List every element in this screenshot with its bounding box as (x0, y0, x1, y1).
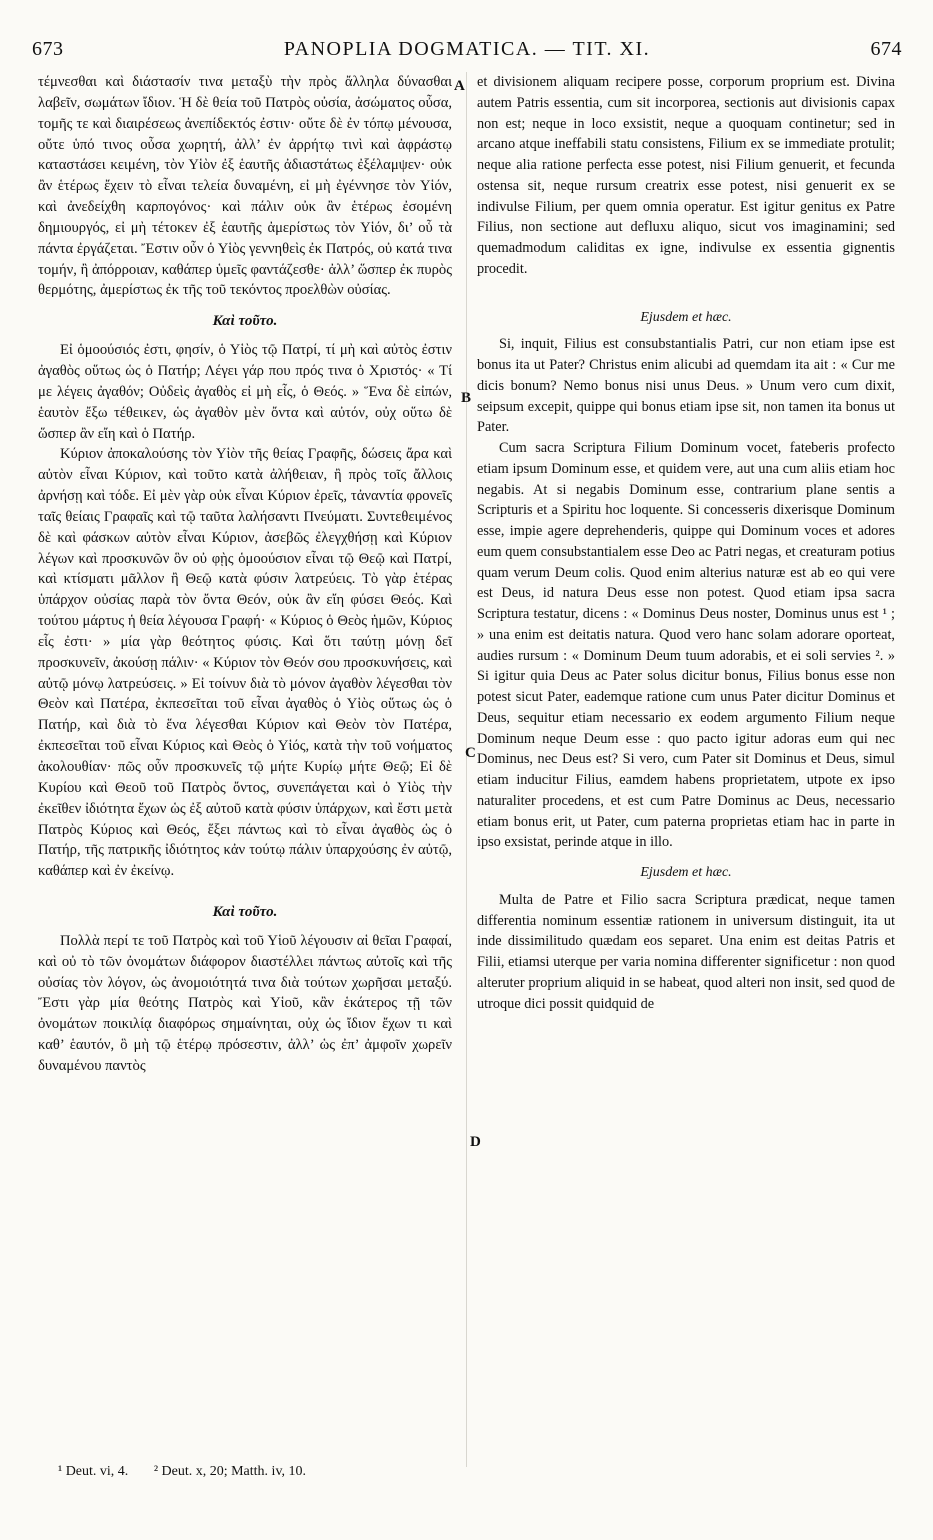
column-divider (466, 72, 467, 1467)
margin-marker-d: D (470, 1134, 481, 1150)
footnote-1: ¹ Deut. vi, 4. (58, 1464, 129, 1479)
margin-marker-a: A (454, 78, 465, 94)
greek-paragraph-1: τέμνεσθαι καὶ διάστασίν τινα μεταξὺ τὴν πρὸς ἄλληλα δύνασθαι λαβεῖν, σωμάτων ἴδιον. Ἡ δὲ θεία τοῦ Πατρὸς οὐσία, ἀσώματος οὖσα, τομῆς τε καὶ διαιρέσεως ἀνεπίδεκτός ἐστιν· οὔτε δὲ ἐν τόπῳ μένουσα, οὔτε ὑπό τινος οὖσα χωρητή, ἀλλ’ ἐν ἀρρήτῳ τινὶ καὶ ἀφράστῳ καταστάσει κειμένη, τὸν Υἱὸν ἐξ ἑαυτῆς ἀδιαστάτως ἐξέλαμψεν· οὐκ ἂν ἑτέρως ἔχειν τὸ εἶναι τελεία δυναμένη, εἰ μὴ ἐγέννησε τὸν Υἱόν, καὶ ἀνεδείχθη καρπογόνος· καὶ πάλιν οὐκ ἂν ἑτέρως ἐσομένη δημιουργός, εἰ μὴ τέτοκεν ἐξ ἑαυτῆς ἀμερίστως τὸν Υἱόν, δι’ οὗ τὰ πάντα ἐργάζεται. Ἔστιν οὖν ὁ Υἱὸς γεννηθεὶς ἐκ Πατρός, οὐ κατά τινα τομήν, ἢ ἀπόρροιαν, καθάπερ ὑμεῖς φαντάζεσθε· ἀλλ’ ὥσπερ ἐκ πυρὸς θερμότης, ἀμερίστως ἐκ τῆς τοῦ τεκόντος προελθὼν οὐσίας. (38, 74, 452, 299)
page-number-left: 673 (32, 38, 64, 60)
greek-section-heading-2: Καὶ τοῦτο. (212, 904, 278, 921)
latin-paragraph-3: Cum sacra Scriptura Filium Dominum vocet, fateberis profecto etiam ipsum Dominum esse, et quidem vere, aut una cum aliis etiam hoc negabis. At si negabis Dominum esse, contrarium plane sentis a Scripturis et a Spiritu hoc loquente. Si concesseris dixerisque Dominum esse, impie agere deprehenderis, quippe qui Dominum voces et adores eum quem consubstantialem esse Deo ac Patri negas, et creaturam potius quam verum Deum colis. Quod enim alterius naturæ est ab eo qui vere est Deus, id natura Deus esse non potest. Quod etiam ipsa sacra Scriptura testatur, dicens : « Dominus Deus noster, Dominus unus est ¹ ; » una enim est deitatis natura. Quod vero hanc solam adorare oporteat, audies rursum : « Dominum Deum tuum adorabis, et ei soli servies ². » Si igitur quia Deus ac Pater solus dicitur bonus, Filius bonus esse non potest sicut Pater, eademque ratione cum unus Pater dicitur Dominus et Deus, sequitur etiam necessario ex eodem argumento Filium neque Dominum neque Deum esse : quo pacto igitur adoras eum qui nec Dominus, nec Deus est? Si vero, cum Pater sit Dominus et Deus, simul etiam inducitur Filius, eamdem habens proprietatem, utpote ex ipso naturaliter procedens, et est cum Patre Dominus ac Deus, necessario etiam bonus erit, ut Pater, cum paterna proprietas etiam hac in parte in ipso exsistat, perinde atque in illo. (477, 440, 895, 851)
latin-paragraph-1: et divisionem aliquam recipere posse, corporum proprium est. Divina autem Patris essentia, cum sit incorporea, sectionis aut divisionis capax non est; neque in loco exsistit, neque a quoquam continetur; sed in arcano atque ineffabili statu consistens, Filium ex se immediate protulit; neque alia ratione perfecta esse potest, nisi Filium genuerit, et fecunda ostensa sit, neque rursum creatrix esse potest, nisi genuerit ex se indivulse Filium, per quem omnia operatur. Est igitur genitus ex Patre Filius, non sectione aut defluxu aliquo, sicut vos imaginamini; sed quemadmodum caliditas ex igne, indivulse ex essentia gignentis procedit. (477, 74, 895, 277)
page-number-right: 674 (870, 38, 902, 60)
latin-column (477, 72, 895, 1014)
greek-paragraph-3: Κύριον ἀποκαλούσης τὸν Υἱὸν τῆς θείας Γραφῆς, δώσεις ἄρα καὶ αὐτὸν εἶναι Κύριον, καὶ τοῦτο κατὰ ἀλήθειαν, ἢ πρὸς τοῖς ἄλλοις ἀρνήσῃ καὶ τόδε. Εἰ μὲν γὰρ οὐκ εἶναι Κύριον ἐρεῖς, τἀναντία φρονεῖς ταῖς θείαις Γραφαῖς καὶ τῷ ταῦτα λαλήσαντι Πνεύματι. Συντεθειμένος δὲ καὶ φάσκων αὐτὸν εἶναι Κύριον, ἀσεβῶς ἐλεγχθήσῃ καὶ Κύριον λέγων καὶ προσκυνῶν ὃν οὐ φῂς ὁμοούσιον εἶναι τῷ Θεῷ καὶ Πατρί, καὶ κτίσματι μᾶλλον ἢ Θεῷ κατὰ φύσιν λατρεύεις. Τὸ γὰρ ἑτέρας ὑπάρχον οὐσίας παρὰ τὸν ὄντα Θεόν, οὐκ ἂν εἴη φύσει Θεός. Καὶ τούτου μάρτυς ἡ θεία λέγουσα Γραφή· « Κύριος ὁ Θεὸς ἡμῶν, Κύριος εἷς ἐστι· » μία γὰρ θεότητος φύσις. Καὶ ὅτι ταύτῃ μόνῃ δεῖ προσκυνεῖν, ἀκούσῃ πάλιν· « Κύριον τὸν Θεόν σου προσκυνήσεις, καὶ αὐτῷ μόνῳ λατρεύσεις. » Εἰ τοίνυν διὰ τὸ μόνον ἀγαθὸν λέγεσθαι τὸν Θεὸν καὶ Πατέρα, ἐκπεσεῖται τοῦ εἶναι ἀγαθὸς ὁ Υἱὸς οὕτως ὡς ὁ Πατήρ, καὶ διὰ τὸ ἕνα λέγεσθαι Κύριον καὶ Θεὸν τὸν Πατέρα, ἐκπεσεῖται τοῦ εἶναι Κύριος καὶ Θεὸς ὁ Υἱός, κατὰ τὴν τοῦ νοήματος ἀκολουθίαν· πῶς οὖν προσκυνεῖς τῷ μήτε Κυρίῳ μήτε Θεῷ; Εἰ δὲ Κυρίου καὶ Θεοῦ τοῦ Πατρὸς ὄντος, συνεπάγεται καὶ ὁ Υἱὸς τὴν ἐκεῖθεν ἰδιότητα ἔχων ὡς ἐξ αὐτοῦ κατὰ φύσιν ὑπάρχων, καὶ ἔστι μετὰ Πατρὸς Κύριος καὶ Θεός, ἕξει πάντως καὶ τὸ εἶναι ἀγαθὸς ὡς ὁ Πατήρ, τῆς πατρικῆς ἰδιότητος κἀν τούτῳ πάλιν ὑπαρχούσης ἐν αὐτῷ, καθάπερ καὶ ἐν ἐκείνῳ. (38, 446, 452, 880)
running-title: PANOPLIA DOGMATICA. — TIT. XI. (283, 38, 651, 60)
page-header (32, 38, 902, 66)
latin-section-heading-1: Ejusdem et hæc. (640, 309, 732, 325)
greek-paragraph-2: Εἰ ὁμοούσιός ἐστι, φησίν, ὁ Υἱὸς τῷ Πατρί, τί μὴ καὶ αὐτὸς ἐστιν ἀγαθὸς οὕτως ὡς ὁ Πατήρ; Λέγει γάρ που πρός τινα ὁ Χριστός· « Τί με λέγεις ἀγαθόν; Οὐδεὶς ἀγαθὸς εἰ μὴ εἷς, ὁ Θεός. » Ἕνα δὲ εἰπών, ἑαυτὸν ἔξω τέθεικεν, ὡς ἀγαθὸν μὲν ὄντα καὶ αὐτόν, οὐχ οὕτω δὲ ὥσπερ ἂν εἴη καὶ ὁ Πατήρ. (38, 342, 452, 442)
footnotes (58, 1464, 458, 1480)
margin-marker-b: B (461, 390, 472, 406)
greek-paragraph-4: Πολλὰ περί τε τοῦ Πατρὸς καὶ τοῦ Υἱοῦ λέγουσιν αἱ θεῖαι Γραφαί, καὶ οὐ τὸ τῶν ὀνομάτων διάφορον διαστέλλει πάντως αὐτοῖς καὶ τῆς οὐσίας τὸν λόγον, ὡς ἀνομοιότητά τινα διὰ τούτων χωρῆσαι μεταξύ. Ἔστι γὰρ μία θεότης Πατρὸς καὶ Υἱοῦ, κἂν ἑκάτερος τῇ τῶν ὀνομάτων ποικιλίᾳ διαφόρως σημαίνηται, οὐχ ὡς ἴδιον ἔχων τι καὶ καθ’ ἑαυτόν, ὃ μὴ τῷ ἑτέρῳ πρόσεστιν, ἀλλ’ ὡς ἐπ’ ἀμφοῖν χωρεῖν δυναμένου παντὸς (38, 932, 452, 1074)
footnote-2: ² Deut. x, 20; Matth. iv, 10. (153, 1464, 307, 1479)
margin-marker-c: C (465, 745, 476, 761)
latin-section-heading-2: Ejusdem et hæc. (640, 865, 732, 880)
latin-paragraph-4: Multa de Patre et Filio sacra Scriptura prædicat, neque tamen differentia nominum essentiæ rationem in universum distinguit, ita ut inde dissimilitudo quædam eos separet. Una enim est deitas Patris et Filii, etiamsi uterque per varia nomina differenter significetur : non quod alteruter proprium aliquid in se habeat, quod alteri non insit, sed quod de utroque dici possit quidquid de (477, 891, 895, 1012)
latin-paragraph-2: Si, inquit, Filius est consubstantialis Patri, cur non etiam ipse est bonus ita ut Pater? Christus enim alicubi ad quemdam ita ait : « Cur me dicis bonum? Nemo bonus nisi unus Deus. » Unum vero cum dixit, seipsum excepit, quippe qui bonus etiam ipse sit, non tamen ita bonus ut Pater. (477, 336, 895, 436)
greek-section-heading-1: Καὶ τοῦτο. (212, 313, 278, 330)
greek-column (38, 72, 452, 1077)
